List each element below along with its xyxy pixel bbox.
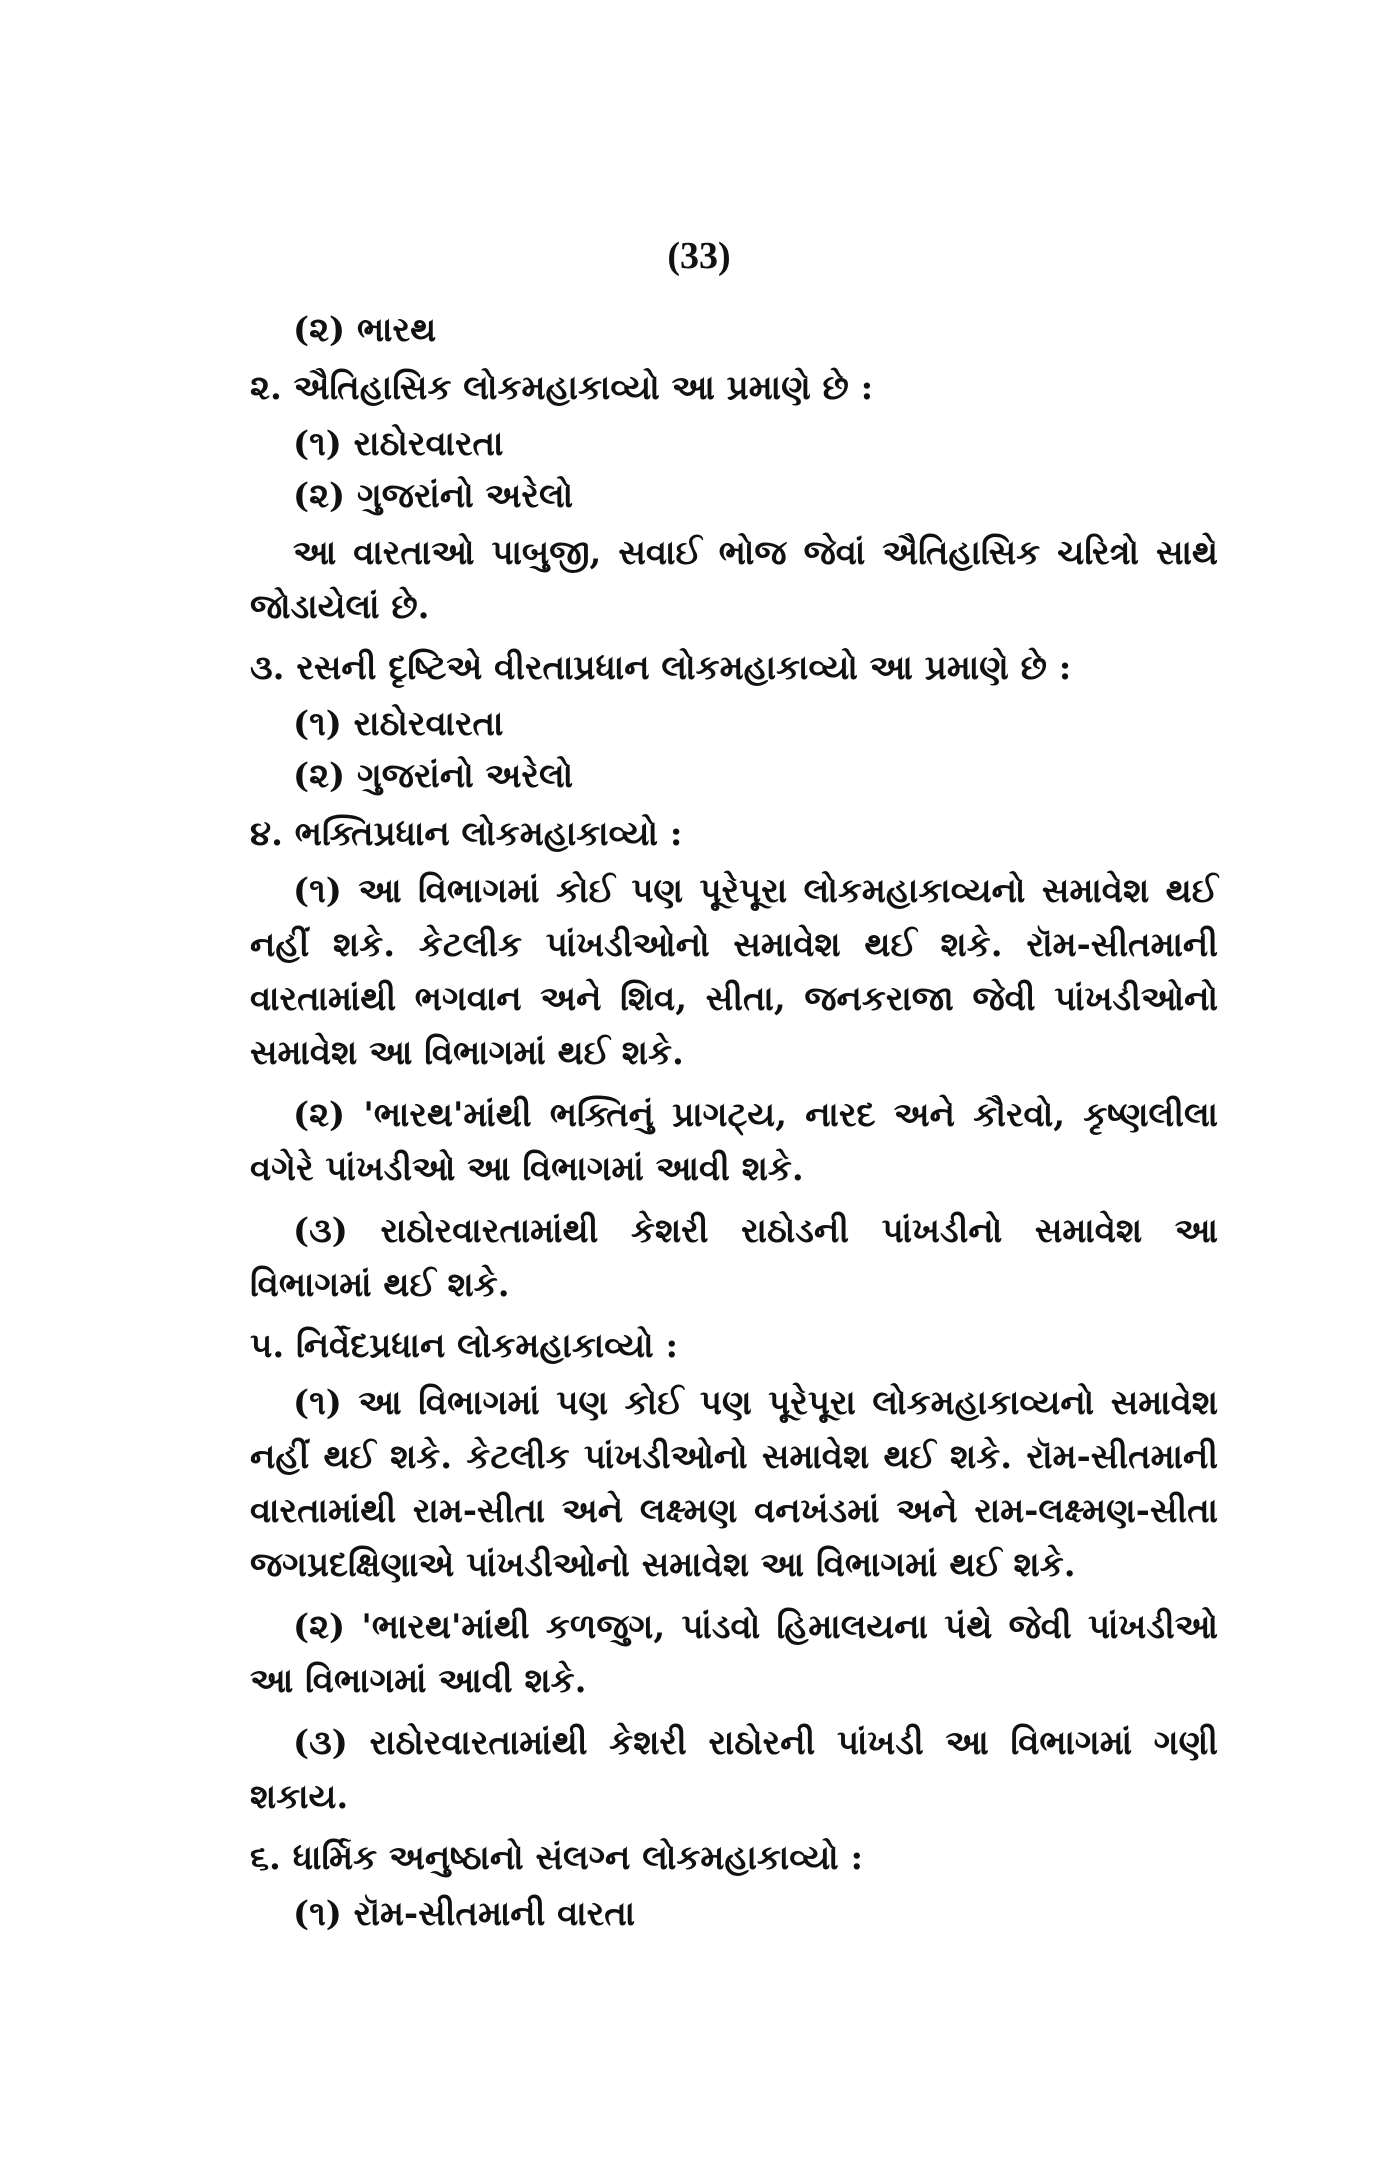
- list-item: (૧) રાઠોરવારતા: [293, 704, 504, 744]
- section-heading-historical: ૨. ઐતિહાસિક લોકમહાકાવ્યો આ પ્રમાણે છે :: [250, 368, 874, 408]
- section-heading-devotional: ૪. ભક્તિપ્રધાન લોકમહાકાવ્યો :: [250, 814, 683, 854]
- paragraph: (૧) આ વિભાગમાં પણ કોઈ પણ પૂરેપૂરા લોકમહાકાવ્યનો સમાવેશ નહીં થઈ શકે. કેટલીક પાંખડીઓનો સમાવેશ થઈ શકે. રૉમ-સીતમાની વારતામાંથી રામ-સીતા અને લક્ષ્મણ વનખંડમાં અને રામ-લક્ષ્મણ-સીતા જગપ્રદક્ષિણાએ પાંખડીઓનો સમાવેશ આ વિભાગમાં થઈ શકે.: [250, 1383, 1218, 1585]
- section-heading-renunciation: ૫. નિર્વેદપ્રધાન લોકમહાકાવ્યો :: [250, 1326, 679, 1366]
- section-heading-heroic: ૩. રસની દૃષ્ટિએ વીરતાપ્રધાન લોકમહાકાવ્યો આ પ્રમાણે છે :: [250, 648, 1072, 688]
- section-heading-religious-ritual: ૬. ધાર્મિક અનુષ્ઠાનો સંલગ્ન લોકમહાકાવ્યો :: [250, 1838, 864, 1878]
- page-number: (33): [667, 235, 731, 277]
- list-item: (૧) રૉમ-સીતમાની વારતા: [293, 1894, 636, 1934]
- paragraph: (૨) 'ભારથ'માંથી કળજુગ, પાંડવો હિમાલયના પંથે જેવી પાંખડીઓ આ વિભાગમાં આવી શકે.: [250, 1607, 1218, 1701]
- paragraph: આ વારતાઓ પાબુજી, સવાઈ ભોજ જેવાં ઐતિહાસિક ચરિત્રો સાથે જોડાયેલાં છે.: [250, 533, 1218, 627]
- paragraph: (૩) રાઠોરવારતામાંથી કેશરી રાઠોરની પાંખડી આ વિભાગમાં ગણી શકાય.: [250, 1723, 1218, 1817]
- list-item: (૨) ગુજરાંનો અરેલો: [293, 476, 574, 516]
- paragraph: (૩) રાઠોરવારતામાંથી કેશરી રાઠોડની પાંખડીનો સમાવેશ આ વિભાગમાં થઈ શકે.: [250, 1211, 1218, 1305]
- paragraph: (૨) 'ભારથ'માંથી ભક્તિનું પ્રાગટ્ય, નારદ અને કૌરવો, કૃષ્ણલીલા વગેરે પાંખડીઓ આ વિભાગમાં આવી શકે.: [250, 1095, 1218, 1189]
- list-item: (૧) રાઠોરવારતા: [293, 424, 504, 464]
- page-body: [250, 304, 1218, 1940]
- paragraph: (૧) આ વિભાગમાં કોઈ પણ પૂરેપૂરા લોકમહાકાવ્યનો સમાવેશ થઈ નહીં શકે. કેટલીક પાંખડીઓનો સમાવેશ થઈ શકે. રૉમ-સીતમાની વારતામાંથી ભગવાન અને શિવ, સીતા, જનકરાજા જેવી પાંખડીઓનો સમાવેશ આ વિભાગમાં થઈ શકે.: [250, 871, 1218, 1073]
- list-item: (૨) ભારથ: [293, 310, 437, 350]
- list-item: (૨) ગુજરાંનો અરેલો: [293, 756, 574, 796]
